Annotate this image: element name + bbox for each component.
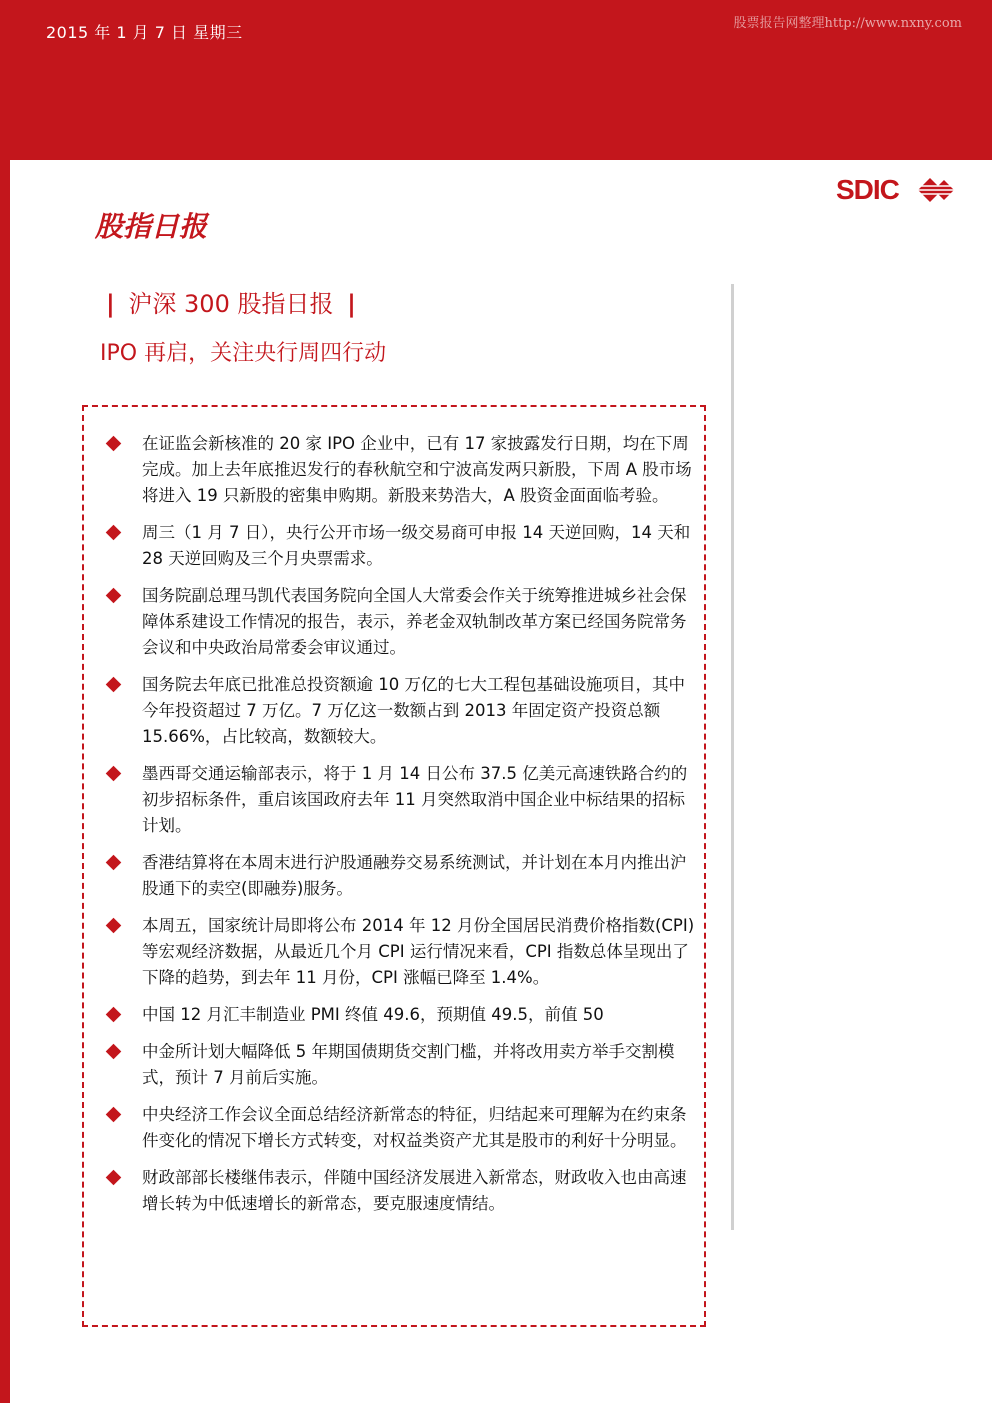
- list-item: [108, 1039, 698, 1091]
- diamond-bullet-icon: [106, 1007, 122, 1023]
- diamond-bullet-icon: [106, 525, 122, 541]
- list-item-text: 香港结算将在本周末进行沪股通融券交易系统测试，并计划在本月内推出沪股通下的卖空(即融券)服务。: [142, 853, 687, 898]
- vertical-divider: [731, 284, 734, 1230]
- list-item: [108, 672, 698, 750]
- diamond-bullet-icon: [106, 1044, 122, 1060]
- list-item: [108, 761, 698, 839]
- list-item-text: 财政部部长楼继伟表示，伴随中国经济发展进入新常态，财政收入也由高速增长转为中低速增长的新常态，要克服速度情结。: [142, 1168, 687, 1213]
- list-item: [108, 431, 698, 509]
- section-title: 股指日报: [95, 210, 208, 243]
- report-subtitle: IPO 再启，关注央行周四行动: [100, 341, 387, 366]
- title-bar-right: |: [347, 290, 356, 318]
- list-item-text: 周三（1 月 7 日），央行公开市场一级交易商可申报 14 天逆回购，14 天和 28 天逆回购及三个月央票需求。: [142, 523, 691, 568]
- diamond-bullet-icon: [106, 855, 122, 871]
- logo-text: SDIC: [836, 174, 899, 205]
- diamond-bullet-icon: [106, 1170, 122, 1186]
- report-title: [100, 284, 362, 319]
- list-item: [108, 1002, 698, 1028]
- list-item: [108, 913, 698, 991]
- list-item-text: 中央经济工作会议全面总结经济新常态的特征，归结起来可理解为在约束条件变化的情况下增长方式转变，对权益类资产尤其是股市的利好十分明显。: [142, 1105, 687, 1150]
- diamond-bullet-icon: [106, 436, 122, 452]
- watermark-text: 股票报告网整理http://www.nxny.com: [733, 16, 962, 31]
- left-accent-strip: [0, 160, 10, 1403]
- report-title-text: 沪深 300 股指日报: [128, 290, 334, 318]
- diamond-bullet-icon: [106, 918, 122, 934]
- list-item: [108, 1165, 698, 1217]
- logo-diamond-icon: [904, 172, 964, 208]
- diamond-bullet-icon: [106, 677, 122, 693]
- list-item: [108, 1102, 698, 1154]
- header-band: [0, 0, 992, 160]
- diamond-bullet-icon: [106, 588, 122, 604]
- list-item-text: 中国 12 月汇丰制造业 PMI 终值 49.6，预期值 49.5，前值 50: [142, 1005, 604, 1024]
- list-item-text: 本周五，国家统计局即将公布 2014 年 12 月份全国居民消费价格指数(CPI)等宏观经济数据，从最近几个月 CPI 运行情况来看，CPI 指数总体呈现出了下降的趋势，到去年 11 月份，CPI 涨幅已降至 1.4%。: [142, 916, 695, 987]
- list-item-text: 中金所计划大幅降低 5 年期国债期货交割门槛，并将改用卖方举手交割模式，预计 7 月前后实施。: [142, 1042, 675, 1087]
- list-item: [108, 520, 698, 572]
- sdic-logo: [834, 172, 964, 208]
- diamond-bullet-icon: [106, 1107, 122, 1123]
- list-item: [108, 850, 698, 902]
- list-item-text: 墨西哥交通运输部表示，将于 1 月 14 日公布 37.5 亿美元高速铁路合约的初步招标条件，重启该国政府去年 11 月突然取消中国企业中标结果的招标计划。: [142, 764, 688, 835]
- title-bar-left: |: [106, 290, 115, 318]
- list-item: [108, 583, 698, 661]
- news-list: [108, 431, 698, 1228]
- list-item-text: 在证监会新核准的 20 家 IPO 企业中，已有 17 家披露发行日期，均在下周完成。加上去年底推迟发行的春秋航空和宁波高发两只新股，下周 A 股市场将进入 19 只新股的密集申购期。新股来势浩大，A 股资金面面临考验。: [142, 434, 692, 505]
- list-item-text: 国务院副总理马凯代表国务院向全国人大常委会作关于统筹推进城乡社会保障体系建设工作情况的报告，表示，养老金双轨制改革方案已经国务院常务会议和中央政治局常委会审议通过。: [142, 586, 687, 657]
- diamond-bullet-icon: [106, 766, 122, 782]
- report-date: 2015 年 1 月 7 日 星期三: [46, 23, 243, 42]
- list-item-text: 国务院去年底已批准总投资额逾 10 万亿的七大工程包基础设施项目，其中今年投资超过 7 万亿。7 万亿这一数额占到 2013 年固定资产投资总额 15.66%，占比较高，数额较大。: [142, 675, 685, 746]
